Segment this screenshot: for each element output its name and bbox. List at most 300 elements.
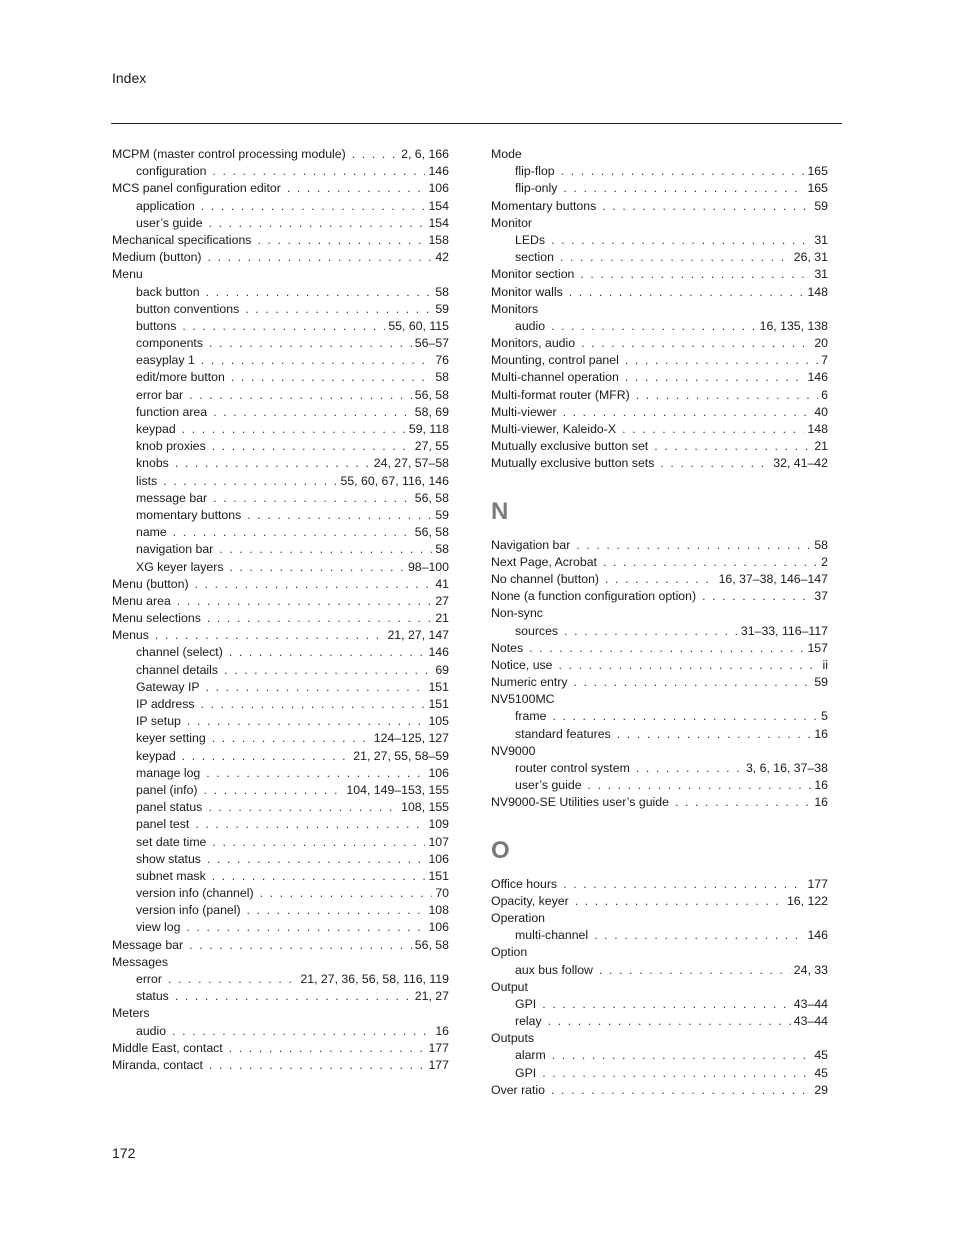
index-page-refs: 31–33, 116–117 bbox=[740, 623, 828, 638]
index-page-refs: 165 bbox=[807, 181, 828, 196]
dot-leader bbox=[209, 215, 426, 232]
index-subentry bbox=[491, 1047, 828, 1064]
index-term: Momentary buttons bbox=[491, 198, 597, 213]
index-page-refs: 146 bbox=[807, 928, 828, 943]
index-term: standard features bbox=[515, 726, 611, 741]
index-term: navigation bar bbox=[136, 542, 214, 557]
index-term: Multi-viewer bbox=[491, 404, 557, 419]
index-entry bbox=[112, 610, 449, 627]
index-page-refs: 31 bbox=[814, 267, 828, 282]
index-subentry bbox=[112, 352, 449, 369]
index-subentry bbox=[112, 369, 449, 386]
index-entry bbox=[491, 198, 828, 215]
index-term: view log bbox=[136, 920, 181, 935]
dot-leader bbox=[187, 713, 426, 730]
index-entry bbox=[491, 691, 828, 708]
index-page-refs: 2 bbox=[821, 554, 828, 569]
index-page-refs: 151 bbox=[428, 697, 449, 711]
index-term: router control system bbox=[515, 761, 630, 775]
index-term: set date time bbox=[136, 834, 207, 849]
index-page-refs: 27, 55 bbox=[414, 439, 449, 454]
index-page-refs: 26, 31 bbox=[793, 250, 828, 265]
dot-leader bbox=[209, 1057, 426, 1074]
dot-leader bbox=[201, 696, 426, 713]
index-term: show status bbox=[136, 851, 201, 866]
index-entry bbox=[112, 954, 449, 971]
index-subentry bbox=[112, 816, 449, 833]
index-page-refs: 177 bbox=[807, 876, 828, 891]
dot-leader bbox=[617, 726, 812, 743]
index-term: Notes bbox=[491, 640, 524, 655]
index-page-refs: 146 bbox=[428, 164, 449, 179]
dot-leader bbox=[229, 559, 404, 576]
index-page-refs: 56, 58 bbox=[414, 525, 449, 540]
index-entry bbox=[491, 657, 828, 674]
index-page-refs: 21, 27 bbox=[414, 989, 449, 1004]
index-term: Navigation bar bbox=[491, 537, 571, 552]
dot-leader bbox=[229, 1040, 426, 1057]
index-page-refs: 16 bbox=[814, 795, 828, 810]
index-subentry bbox=[112, 335, 449, 352]
index-entry bbox=[112, 1057, 449, 1074]
index-page-refs: 31 bbox=[814, 232, 828, 247]
section-letter-n: N bbox=[491, 497, 509, 525]
dot-leader bbox=[177, 593, 433, 610]
index-entry bbox=[491, 387, 828, 404]
index-subentry bbox=[491, 777, 828, 794]
index-term: Meters bbox=[112, 1006, 150, 1021]
index-term: Monitors, audio bbox=[491, 336, 576, 351]
index-term: Menus bbox=[112, 628, 149, 643]
index-subentry bbox=[491, 180, 828, 197]
dot-leader bbox=[172, 1023, 432, 1040]
index-term: NV9000-SE Utilities user’s guide bbox=[491, 795, 669, 810]
index-subentry bbox=[112, 438, 449, 455]
index-term: audio bbox=[515, 318, 546, 333]
index-page-refs: 58 bbox=[814, 537, 828, 552]
index-term: panel test bbox=[136, 817, 190, 832]
dot-leader bbox=[173, 524, 412, 541]
index-entry bbox=[491, 794, 828, 811]
index-term: Mounting, control panel bbox=[491, 353, 619, 368]
dot-leader bbox=[155, 627, 385, 644]
index-page-refs: 146 bbox=[428, 645, 449, 660]
index-subentry bbox=[112, 1023, 449, 1040]
index-term: keyer setting bbox=[136, 731, 206, 746]
index-subentry bbox=[491, 1065, 828, 1082]
index-page-refs: ii bbox=[822, 657, 828, 672]
index-term: Multi-viewer, Kaleido-X bbox=[491, 422, 617, 436]
index-page-refs: 42 bbox=[435, 250, 449, 265]
index-term: MCPM (master control processing module) bbox=[112, 147, 346, 161]
section-letter-o: O bbox=[491, 836, 510, 864]
index-term: error bar bbox=[136, 387, 184, 402]
index-entry bbox=[491, 743, 828, 760]
index-page-refs: 154 bbox=[428, 198, 449, 213]
index-entry bbox=[491, 571, 828, 588]
index-term: Gateway IP bbox=[136, 679, 200, 694]
dot-leader bbox=[605, 571, 716, 588]
dot-leader bbox=[542, 1065, 811, 1082]
index-term: NV9000 bbox=[491, 743, 536, 758]
dot-leader bbox=[208, 799, 398, 816]
index-page-refs: 59 bbox=[814, 675, 828, 690]
index-subentry bbox=[112, 524, 449, 541]
dot-leader bbox=[552, 708, 818, 725]
index-page-refs: 109 bbox=[428, 817, 449, 832]
index-entry bbox=[491, 537, 828, 554]
index-page-refs: 108, 155 bbox=[401, 800, 449, 815]
index-term: channel details bbox=[136, 662, 219, 677]
index-term: edit/more button bbox=[136, 370, 225, 385]
dot-leader bbox=[559, 657, 820, 674]
index-page-refs: 56, 58 bbox=[414, 490, 449, 505]
index-term: audio bbox=[136, 1023, 167, 1038]
index-entry bbox=[112, 266, 449, 283]
index-entry bbox=[491, 1030, 828, 1047]
index-subentry bbox=[491, 726, 828, 743]
dot-leader bbox=[195, 816, 425, 833]
index-term: Mutually exclusive button sets bbox=[491, 456, 655, 471]
dot-leader bbox=[195, 576, 433, 593]
index-entry bbox=[491, 301, 828, 318]
index-term: keypad bbox=[136, 422, 176, 436]
index-term: Message bar bbox=[112, 937, 184, 952]
index-subentry bbox=[491, 232, 828, 249]
index-term: None (a function configuration option) bbox=[491, 589, 697, 604]
index-term: Over ratio bbox=[491, 1082, 545, 1097]
dot-leader bbox=[548, 1013, 791, 1030]
dot-leader bbox=[247, 902, 426, 919]
index-page-refs: 106 bbox=[428, 765, 449, 780]
index-term: alarm bbox=[515, 1048, 546, 1063]
index-term: back button bbox=[136, 284, 200, 299]
index-term: Menu area bbox=[112, 593, 171, 608]
dot-leader bbox=[625, 352, 818, 369]
index-entry bbox=[491, 910, 828, 927]
index-entry bbox=[491, 266, 828, 283]
index-page-refs: 37 bbox=[814, 589, 828, 604]
index-term: function area bbox=[136, 404, 208, 419]
index-term: subnet mask bbox=[136, 868, 206, 883]
dot-leader bbox=[213, 490, 412, 507]
index-page-refs: 177 bbox=[428, 1040, 449, 1055]
index-entry bbox=[112, 576, 449, 593]
index-entry bbox=[112, 232, 449, 249]
index-page-refs: 21, 27, 147 bbox=[387, 628, 449, 643]
dot-leader bbox=[229, 644, 426, 661]
index-subentry bbox=[112, 988, 449, 1005]
dot-leader bbox=[625, 369, 805, 386]
index-term: frame bbox=[515, 709, 547, 724]
index-subentry bbox=[112, 215, 449, 232]
index-term: Menu bbox=[112, 267, 143, 282]
page-number: 172 bbox=[112, 1145, 136, 1161]
index-page-refs: 16, 37–38, 146–147 bbox=[718, 571, 828, 586]
index-term: Numeric entry bbox=[491, 675, 568, 690]
index-page-refs: 105 bbox=[428, 714, 449, 729]
index-entry bbox=[491, 674, 828, 691]
index-subentry bbox=[491, 163, 828, 180]
index-section-o bbox=[491, 876, 828, 1099]
dot-leader bbox=[219, 541, 432, 558]
index-page-refs: 56, 58 bbox=[414, 937, 449, 952]
index-page-refs: 76 bbox=[435, 353, 449, 368]
index-term: version info (panel) bbox=[136, 903, 241, 918]
dot-leader bbox=[675, 794, 811, 811]
dot-leader bbox=[206, 284, 433, 301]
header-rule bbox=[111, 123, 842, 124]
dot-leader bbox=[574, 674, 812, 691]
index-term: Operation bbox=[491, 910, 546, 925]
index-page-refs: 56, 58 bbox=[414, 387, 449, 402]
index-section-n bbox=[491, 537, 828, 812]
dot-leader bbox=[551, 318, 757, 335]
dot-leader bbox=[163, 473, 337, 490]
dot-leader bbox=[563, 876, 804, 893]
dot-leader bbox=[213, 404, 412, 421]
index-subentry bbox=[112, 713, 449, 730]
index-subentry bbox=[112, 851, 449, 868]
index-entry bbox=[491, 146, 828, 163]
index-term: channel (select) bbox=[136, 645, 223, 660]
index-term: Next Page, Acrobat bbox=[491, 554, 597, 569]
index-subentry bbox=[112, 473, 449, 490]
index-entry bbox=[491, 605, 828, 622]
index-subentry bbox=[112, 696, 449, 713]
index-page-refs: 21 bbox=[435, 611, 449, 626]
index-subentry bbox=[491, 318, 828, 335]
index-subentry bbox=[112, 799, 449, 816]
dot-leader bbox=[257, 232, 425, 249]
index-subentry bbox=[491, 1013, 828, 1030]
index-term: Monitor walls bbox=[491, 284, 563, 299]
index-entry bbox=[491, 1082, 828, 1099]
index-page-refs: 58, 69 bbox=[414, 404, 449, 419]
index-term: status bbox=[136, 989, 169, 1004]
index-entry bbox=[491, 335, 828, 352]
dot-leader bbox=[206, 765, 425, 782]
index-term: Mechanical specifications bbox=[112, 232, 252, 247]
index-subentry bbox=[112, 387, 449, 404]
index-page-refs: 21, 27, 55, 58–59 bbox=[353, 748, 449, 763]
dot-leader bbox=[575, 893, 784, 910]
index-subentry bbox=[112, 559, 449, 576]
dot-leader bbox=[602, 198, 811, 215]
dot-leader bbox=[207, 610, 432, 627]
index-entry bbox=[491, 876, 828, 893]
index-page-refs: 165 bbox=[807, 164, 828, 179]
index-entry bbox=[491, 352, 828, 369]
index-page-refs: 151 bbox=[428, 679, 449, 694]
index-term: lists bbox=[136, 473, 158, 488]
index-page-refs: 55, 60, 115 bbox=[388, 318, 449, 333]
index-term: Menu (button) bbox=[112, 576, 189, 591]
index-subentry bbox=[112, 885, 449, 902]
index-page-refs: 106 bbox=[428, 181, 449, 196]
dot-leader bbox=[206, 679, 426, 696]
index-term: manage log bbox=[136, 765, 201, 780]
index-term: flip-only bbox=[515, 181, 558, 196]
index-term: knob proxies bbox=[136, 439, 206, 454]
index-term: Outputs bbox=[491, 1031, 535, 1046]
index-term: multi-channel bbox=[515, 928, 589, 943]
index-term: IP address bbox=[136, 697, 195, 711]
index-page-refs: 56–57 bbox=[414, 336, 449, 351]
index-subentry bbox=[112, 919, 449, 936]
index-page-refs: 70 bbox=[435, 886, 449, 901]
dot-leader bbox=[209, 335, 412, 352]
index-subentry bbox=[112, 971, 449, 988]
index-term: MCS panel configuration editor bbox=[112, 181, 281, 196]
index-entry bbox=[491, 438, 828, 455]
index-page-refs: 40 bbox=[814, 404, 828, 419]
index-term: Monitor section bbox=[491, 267, 575, 282]
dot-leader bbox=[654, 438, 811, 455]
index-page-refs: 29 bbox=[814, 1082, 828, 1097]
dot-leader bbox=[594, 927, 804, 944]
index-page-refs: 43–44 bbox=[793, 1014, 828, 1029]
dot-leader bbox=[212, 834, 425, 851]
index-term: configuration bbox=[136, 164, 207, 179]
index-page-refs: 3, 6, 16, 37–38 bbox=[745, 761, 828, 775]
index-term: Messages bbox=[112, 954, 169, 969]
dot-leader bbox=[204, 782, 344, 799]
index-page-refs: 104, 149–153, 155 bbox=[346, 782, 449, 797]
index-entry bbox=[491, 369, 828, 386]
dot-leader bbox=[581, 335, 811, 352]
index-subentry bbox=[491, 623, 828, 640]
index-page-refs: 59 bbox=[435, 301, 449, 316]
index-page-refs: 24, 27, 57–58 bbox=[373, 456, 449, 471]
dot-leader bbox=[247, 507, 432, 524]
index-page-refs: 43–44 bbox=[793, 996, 828, 1011]
index-subentry bbox=[491, 249, 828, 266]
index-subentry bbox=[112, 318, 449, 335]
index-entry bbox=[491, 215, 828, 232]
dot-leader bbox=[245, 301, 432, 318]
index-column-right bbox=[491, 146, 828, 1099]
index-page-refs: 58 bbox=[435, 284, 449, 299]
index-entry bbox=[112, 180, 449, 197]
index-entry bbox=[491, 944, 828, 961]
dot-leader bbox=[189, 387, 412, 404]
index-page-refs: 16, 122 bbox=[786, 893, 828, 908]
index-subentry bbox=[112, 301, 449, 318]
index-page-refs: 6 bbox=[821, 387, 828, 402]
dot-leader bbox=[551, 232, 811, 249]
dot-leader bbox=[603, 554, 818, 571]
index-entry bbox=[112, 249, 449, 266]
index-page-refs: 16, 135, 138 bbox=[759, 318, 828, 333]
index-term: Miranda, contact bbox=[112, 1057, 203, 1072]
dot-leader bbox=[224, 662, 432, 679]
index-subentry bbox=[112, 455, 449, 472]
index-subentry bbox=[112, 421, 449, 438]
dot-leader bbox=[175, 988, 412, 1005]
index-page-refs: 21 bbox=[814, 439, 828, 454]
index-page-refs: 106 bbox=[428, 851, 449, 866]
dot-leader bbox=[551, 1082, 811, 1099]
dot-leader bbox=[580, 266, 811, 283]
index-term: user’s guide bbox=[136, 215, 203, 230]
index-term: GPI bbox=[515, 1065, 537, 1080]
dot-leader bbox=[599, 962, 791, 979]
index-page-refs: 16 bbox=[814, 726, 828, 741]
index-term: Monitors bbox=[491, 301, 539, 316]
index-term: GPI bbox=[515, 996, 537, 1011]
dot-leader bbox=[529, 640, 804, 657]
index-page-refs: 59 bbox=[435, 507, 449, 522]
index-entry bbox=[491, 404, 828, 421]
index-page-refs: 148 bbox=[807, 422, 828, 436]
dot-leader bbox=[186, 919, 425, 936]
index-term: button conventions bbox=[136, 301, 240, 316]
index-term: Menu selections bbox=[112, 611, 201, 626]
index-term: flip-flop bbox=[515, 164, 555, 179]
dot-leader bbox=[189, 937, 412, 954]
dot-leader bbox=[563, 180, 804, 197]
index-term: Monitor bbox=[491, 215, 533, 230]
index-term: Option bbox=[491, 945, 528, 960]
index-page-refs: 41 bbox=[435, 576, 449, 591]
index-term: sources bbox=[515, 623, 559, 638]
index-page-refs: 69 bbox=[435, 662, 449, 677]
dot-leader bbox=[231, 369, 432, 386]
dot-leader bbox=[702, 588, 811, 605]
index-term: keypad bbox=[136, 748, 176, 763]
dot-leader bbox=[208, 249, 433, 266]
index-subentry bbox=[112, 284, 449, 301]
dot-leader bbox=[182, 318, 385, 335]
index-subentry bbox=[112, 198, 449, 215]
index-term: Middle East, contact bbox=[112, 1040, 223, 1055]
dot-leader bbox=[212, 163, 425, 180]
index-term: LEDs bbox=[515, 232, 546, 247]
index-page-refs: 59, 118 bbox=[408, 422, 449, 436]
running-header: Index bbox=[112, 70, 147, 86]
dot-leader bbox=[212, 868, 426, 885]
index-term: Opacity, keyer bbox=[491, 893, 569, 908]
index-subentry bbox=[112, 834, 449, 851]
index-subentry bbox=[112, 782, 449, 799]
index-entry bbox=[491, 284, 828, 301]
index-term: IP setup bbox=[136, 714, 181, 729]
index-page-refs: 106 bbox=[428, 920, 449, 935]
index-subentry bbox=[491, 962, 828, 979]
index-entry bbox=[112, 1040, 449, 1057]
index-term: user’s guide bbox=[515, 778, 582, 793]
index-subentry bbox=[491, 708, 828, 725]
index-entry bbox=[112, 627, 449, 644]
index-page-refs: 16 bbox=[435, 1023, 449, 1038]
dot-leader bbox=[576, 537, 811, 554]
dot-leader bbox=[207, 851, 426, 868]
index-page-refs: 7 bbox=[821, 353, 828, 368]
dot-leader bbox=[175, 455, 371, 472]
index-term: XG keyer layers bbox=[136, 559, 224, 574]
index-page-refs: 32, 41–42 bbox=[773, 456, 828, 471]
index-section-m bbox=[491, 146, 828, 473]
index-column-left bbox=[112, 146, 449, 1074]
dot-leader bbox=[561, 163, 805, 180]
index-entry bbox=[112, 593, 449, 610]
index-term: panel status bbox=[136, 800, 203, 815]
dot-leader bbox=[182, 748, 351, 765]
index-page-refs: 58 bbox=[435, 542, 449, 557]
index-page-refs: 2, 6, 166 bbox=[401, 147, 449, 161]
index-term: panel (info) bbox=[136, 782, 198, 797]
